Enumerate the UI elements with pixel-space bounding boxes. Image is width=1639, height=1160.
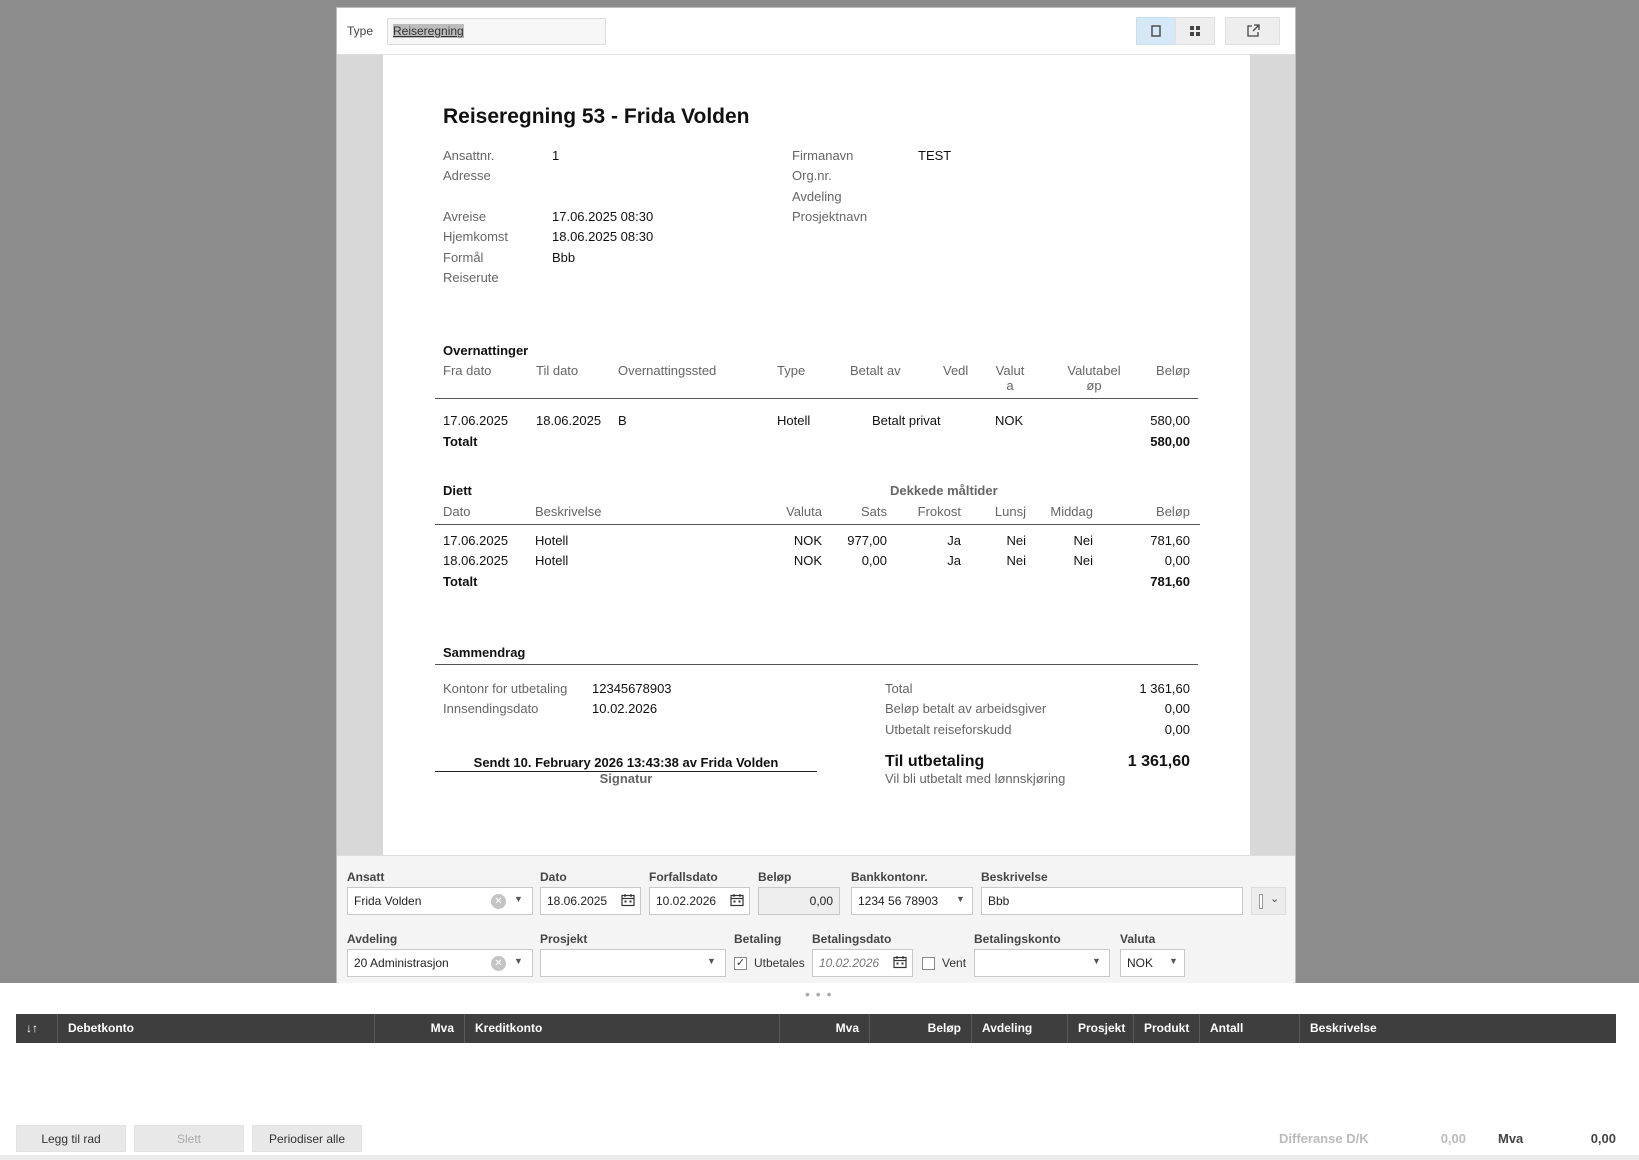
table-cell: 0,00	[861, 553, 887, 568]
column-header-mva[interactable]: Mva	[375, 1014, 465, 1043]
column-header: Overnattingssted	[618, 363, 717, 378]
betalingsdato-field[interactable]	[812, 949, 913, 977]
valuta-value: NOK	[1127, 956, 1154, 970]
section-title-diett: Diett	[443, 483, 472, 498]
column-header-debetkonto[interactable]: Debetkonto	[58, 1014, 375, 1043]
table-cell: 0,00	[1164, 553, 1190, 568]
calendar-icon[interactable]	[730, 893, 744, 907]
column-header-produkt[interactable]: Produkt	[1134, 1014, 1200, 1043]
dato-value: 18.06.2025	[547, 894, 608, 908]
dato-label: Dato	[540, 870, 567, 884]
table-cell: 18.06.2025	[443, 553, 509, 568]
double-chevron-down-icon: ⌄	[1270, 893, 1280, 905]
vent-label: Vent	[942, 956, 967, 970]
belop-label: Beløp	[758, 870, 792, 884]
table-cell: Hotell	[535, 533, 569, 548]
periodize-all-button[interactable]: Periodiser alle	[252, 1125, 362, 1152]
signature-label: Signatur	[599, 771, 653, 786]
table-cell: Nei	[1073, 553, 1093, 568]
info-label: Formål	[443, 250, 484, 265]
beskrivelse-input[interactable]: Bbb	[981, 887, 1243, 915]
table-cell: Hotell	[535, 553, 569, 568]
table-cell: 17.06.2025	[443, 533, 509, 548]
chevron-down-icon[interactable]: ▼	[514, 894, 523, 904]
bankkontonr-select[interactable]	[851, 887, 973, 915]
table-cell: NOK	[793, 533, 822, 548]
info-label: Reiserute	[443, 270, 499, 285]
table-divider	[435, 664, 1198, 665]
betaling-label: Betaling	[734, 932, 782, 946]
table-cell: 17.06.2025	[443, 413, 509, 428]
type-value: Reiseregning	[393, 24, 464, 38]
section-title-overnatting: Overnattinger	[443, 343, 529, 358]
grid-view-button[interactable]	[1175, 17, 1215, 45]
info-label: Firmanavn	[792, 148, 854, 163]
chevron-down-icon[interactable]: ▼	[956, 894, 965, 904]
column-header: Frokost	[917, 504, 961, 519]
summary-value: 1 361,60	[1139, 681, 1190, 696]
resize-handle-icon[interactable]: • • •	[805, 986, 833, 1002]
forfallsdato-field[interactable]	[649, 887, 750, 915]
vent-checkbox[interactable]	[922, 957, 935, 970]
total-value: 781,60	[1150, 574, 1190, 589]
info-value: 17.06.2025 08:30	[552, 209, 654, 224]
payout-note: Vil bli utbetalt med lønnskjøring	[885, 771, 1066, 786]
utbetales-checkbox[interactable]: ✓	[735, 957, 746, 969]
table-cell: Ja	[947, 553, 961, 568]
table-cell: Ja	[947, 533, 961, 548]
column-header: Lunsj	[994, 504, 1026, 519]
chevron-down-icon[interactable]: ▼	[707, 956, 716, 966]
table-cell: Hotell	[777, 413, 811, 428]
calendar-icon[interactable]	[893, 955, 907, 969]
column-header: Betalt av	[850, 363, 901, 378]
summary-label: Innsendingsdato	[443, 701, 539, 716]
info-label: Avreise	[443, 209, 487, 224]
avdeling-label: Avdeling	[347, 932, 398, 946]
betalingsdato-label: Betalingsdato	[812, 932, 892, 946]
column-header: Beløp	[1156, 363, 1190, 378]
difference-value: 0,00	[1440, 1131, 1466, 1146]
info-label: Adresse	[443, 168, 491, 183]
summary-value: 10.02.2026	[592, 701, 658, 716]
expense-modal	[336, 7, 1296, 983]
column-header: Til dato	[536, 363, 579, 378]
column-header: Type	[777, 363, 806, 378]
single-page-view-button[interactable]	[1136, 17, 1176, 45]
column-header-prosjekt[interactable]: Prosjekt	[1068, 1014, 1134, 1043]
summary-value: 0,00	[1164, 701, 1190, 716]
modal-toolbar	[337, 8, 1295, 55]
type-select[interactable]	[387, 18, 606, 45]
table-cell: Betalt privat	[872, 413, 941, 428]
grid-view-icon	[1189, 25, 1201, 37]
mva-label: Mva	[1498, 1131, 1524, 1146]
column-header: Fra dato	[443, 363, 492, 378]
clear-icon[interactable]: ✕	[491, 894, 506, 909]
info-label: Org.nr.	[792, 168, 832, 183]
section-title-sammendrag: Sammendrag	[443, 645, 526, 660]
document-preview[interactable]	[337, 55, 1295, 855]
column-header: Valuta	[786, 504, 822, 519]
column-header-avdeling[interactable]: Avdeling	[972, 1014, 1068, 1043]
column-header-kreditkonto[interactable]: Kreditkonto	[465, 1014, 780, 1043]
posting-grid-header	[16, 1014, 1616, 1043]
column-header: Middag	[1050, 504, 1093, 519]
betalingskonto-select[interactable]	[974, 949, 1110, 977]
column-header: Beløp	[1156, 504, 1190, 519]
table-cell: NOK	[793, 553, 822, 568]
mva-value: 0,00	[1590, 1131, 1616, 1146]
difference-label: Differanse D/K	[1279, 1131, 1369, 1146]
valuta-select[interactable]	[1120, 949, 1185, 977]
column-header: Beskrivelse	[535, 504, 602, 519]
summary-label: Kontonr for utbetaling	[443, 681, 568, 696]
meals-header: Dekkede måltider	[890, 483, 998, 498]
table-cell: 18.06.2025	[536, 413, 602, 428]
report-title: Reiseregning 53 - Frida Volden	[443, 105, 750, 128]
column-header-beskrivelse[interactable]: Beskrivelse	[1310, 1021, 1377, 1035]
column-header: Sats	[860, 504, 887, 519]
chevron-down-icon[interactable]: ▼	[514, 956, 523, 966]
table-cell: NOK	[995, 413, 1024, 428]
chevron-down-icon[interactable]: ▼	[1169, 956, 1178, 966]
chevron-down-icon[interactable]: ▼	[1092, 956, 1101, 966]
column-header: Valutabel øp	[1067, 363, 1121, 393]
column-header-mva[interactable]: Mva	[780, 1014, 870, 1043]
total-label: Totalt	[443, 574, 478, 589]
info-value: 1	[552, 148, 560, 163]
ansatt-label: Ansatt	[347, 870, 385, 884]
payout-label: Til utbetaling	[885, 753, 985, 770]
bankkontonr-label: Bankkontonr.	[851, 870, 928, 884]
resize-handle-icon	[1259, 894, 1263, 909]
table-cell: 781,60	[1150, 533, 1190, 548]
table-cell: 977,00	[847, 533, 887, 548]
table-cell: B	[618, 413, 627, 428]
table-cell: Nei	[1073, 533, 1093, 548]
belop-field: 0,00	[758, 887, 840, 915]
beskrivelse-label: Beskrivelse	[981, 870, 1048, 884]
table-cell: 580,00	[1150, 413, 1190, 428]
type-label: Type	[347, 24, 374, 38]
prosjekt-select[interactable]	[540, 949, 726, 977]
expand-button[interactable]	[1251, 887, 1286, 915]
avdeling-value: 20 Administrasjon	[354, 956, 449, 970]
clear-icon[interactable]: ✕	[491, 956, 506, 971]
forfallsdato-value: 10.02.2026	[656, 894, 717, 908]
info-label: Hjemkomst	[443, 229, 509, 244]
sort-button[interactable]: ↓↑	[16, 1014, 58, 1043]
calendar-icon[interactable]	[621, 893, 635, 907]
table-divider	[435, 524, 1200, 525]
sent-text: Sendt 10. February 2026 13:43:38 av Frida Volden	[473, 755, 779, 770]
delete-button[interactable]: Slett	[134, 1125, 244, 1152]
bankkontonr-value: 1234 56 78903	[858, 894, 939, 908]
betalingskonto-label: Betalingskonto	[974, 932, 1061, 946]
document-page	[383, 55, 1250, 855]
summary-value: 0,00	[1164, 722, 1190, 737]
total-value: 580,00	[1150, 434, 1190, 449]
forfallsdato-label: Forfallsdato	[649, 870, 718, 884]
info-label: Ansattnr.	[443, 148, 495, 163]
info-value: 18.06.2025 08:30	[552, 229, 654, 244]
footer-divider	[0, 1155, 1639, 1160]
single-page-icon	[1150, 25, 1162, 37]
add-row-button[interactable]: Legg til rad	[16, 1125, 126, 1152]
table-cell: Nei	[1006, 533, 1026, 548]
total-label: Totalt	[443, 434, 478, 449]
info-value: TEST	[918, 148, 952, 163]
info-value: Bbb	[552, 250, 576, 265]
summary-label: Utbetalt reiseforskudd	[885, 722, 1012, 737]
column-header: Vedl	[943, 363, 969, 378]
summary-label: Total	[885, 681, 913, 696]
open-external-button[interactable]	[1225, 17, 1280, 45]
ansatt-select[interactable]	[347, 887, 533, 915]
summary-label: Beløp betalt av arbeidsgiver	[885, 701, 1047, 716]
avdeling-select[interactable]	[347, 949, 533, 977]
ansatt-value: Frida Volden	[354, 894, 422, 908]
prosjekt-label: Prosjekt	[540, 932, 588, 946]
table-cell: Nei	[1006, 553, 1026, 568]
utbetales-label: Utbetales	[754, 956, 805, 970]
voucher-form	[337, 855, 1295, 983]
info-label: Prosjektnavn	[792, 209, 868, 224]
info-label: Avdeling	[792, 189, 842, 204]
valuta-label: Valuta	[1120, 932, 1156, 946]
dato-field[interactable]	[540, 887, 641, 915]
summary-value: 12345678903	[592, 681, 672, 696]
column-header: Valut a	[995, 363, 1025, 393]
payout-value: 1 361,60	[1127, 753, 1190, 770]
open-external-icon	[1246, 24, 1260, 38]
column-header-belop[interactable]: Beløp	[870, 1014, 972, 1043]
column-header: Dato	[443, 504, 471, 519]
betalingsdato-value: 10.02.2026	[819, 956, 880, 970]
column-header-antall[interactable]: Antall	[1200, 1014, 1300, 1043]
table-divider	[435, 398, 1198, 399]
